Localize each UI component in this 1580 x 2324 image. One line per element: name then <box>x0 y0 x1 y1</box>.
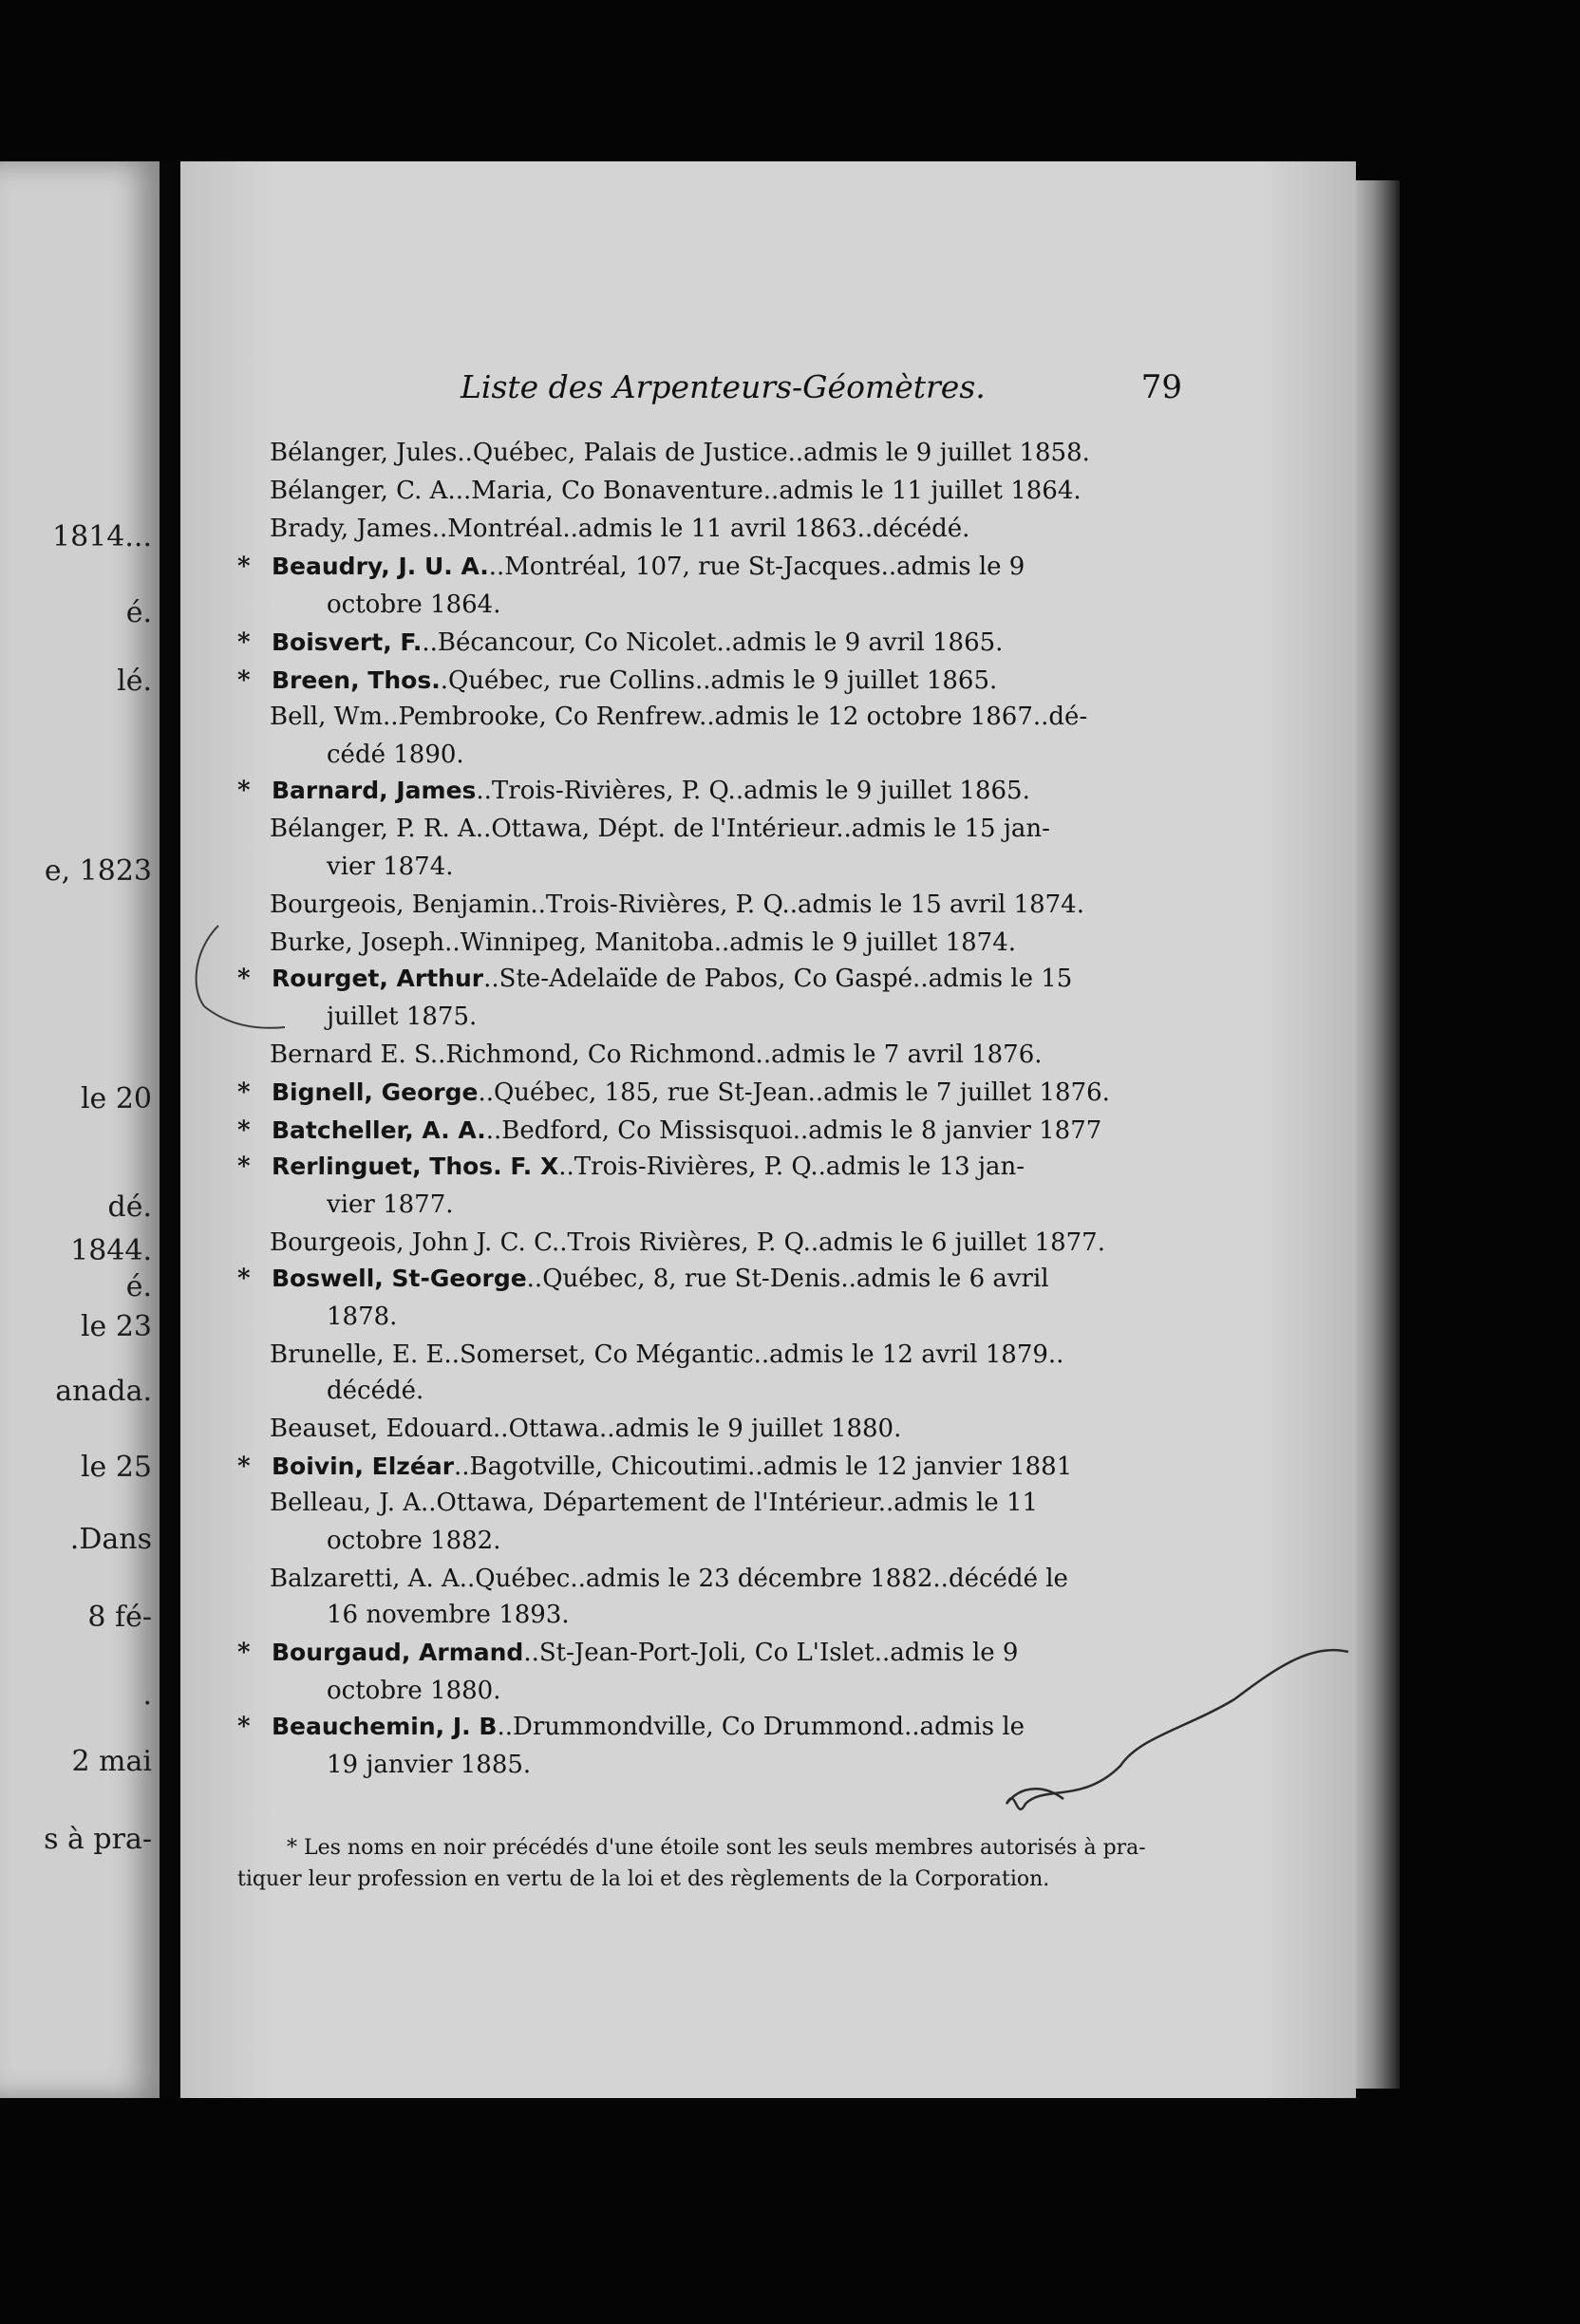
list-entry <box>270 890 1084 919</box>
entry-text: ..Trois-Rivières, P. Q..admis le 13 jan- <box>558 1153 1025 1181</box>
list-entry <box>237 1265 1049 1293</box>
entry-continuation: vier 1874. <box>327 853 454 881</box>
authorized-member-star: * <box>237 628 251 657</box>
entry-text: ..Montréal, 107, rue St-Jacques..admis le 9 <box>488 553 1025 581</box>
left-page-fragment: . <box>142 1678 152 1712</box>
left-page-fragment: 2 mai <box>71 1745 152 1778</box>
authorized-member-star: * <box>237 553 251 581</box>
list-entry <box>237 1116 1101 1145</box>
list-entry <box>237 965 1072 993</box>
list-entry <box>270 515 969 543</box>
list-entry <box>270 1040 1043 1069</box>
entry-text: Bernard E. S..Richmond, Co Richmond..admis le 7 avril 1876. <box>270 1040 1043 1069</box>
list-entry <box>270 1228 1105 1257</box>
entry-continuation: octobre 1880. <box>327 1677 501 1705</box>
entry-text: Bourgeois, John J. C. C..Trois Rivières, P. Q..admis le 6 juillet 1877. <box>270 1228 1105 1257</box>
entry-text: Bourgeois, Benjamin..Trois-Rivières, P. Q..admis le 15 avril 1874. <box>270 890 1084 919</box>
entry-text: Bélanger, Jules..Québec, Palais de Justice..admis le 9 juillet 1858. <box>270 439 1090 467</box>
surveyor-name: Bourgaud, Armand <box>272 1639 524 1666</box>
surveyor-name: Beaudry, J. U. A. <box>272 553 489 580</box>
left-page-fragment: 1844. <box>70 1234 152 1267</box>
book-gutter <box>160 161 180 2098</box>
entry-text: ..Trois-Rivières, P. Q..admis le 9 juillet 1865. <box>476 777 1030 805</box>
authorized-member-star: * <box>237 666 251 695</box>
left-page-fragment: .Dans <box>69 1523 152 1556</box>
list-entry <box>270 928 1016 957</box>
list-entry <box>270 477 1082 505</box>
authorized-member-star: * <box>237 965 251 993</box>
list-entry <box>237 1639 1018 1667</box>
footnote-line-1: * Les noms en noir précédés d'une étoile sont les seuls membres autorisés à pra- <box>287 1836 1146 1860</box>
entry-continuation: décédé. <box>327 1377 424 1405</box>
left-page-fragment: dé. <box>107 1190 152 1224</box>
list-entry <box>270 1340 1063 1369</box>
page-edge <box>1356 180 1400 2089</box>
left-page-fragment: e, 1823 <box>44 854 152 888</box>
entry-text: Bell, Wm..Pembrooke, Co Renfrew..admis le 12 octobre 1867..dé- <box>270 703 1088 731</box>
entry-text: Bélanger, C. A...Maria, Co Bonaventure..admis le 11 juillet 1864. <box>270 477 1082 505</box>
authorized-member-star: * <box>237 1639 251 1667</box>
list-entry <box>270 703 1087 731</box>
entry-text: ..Québec, 8, rue St-Denis..admis le 6 avril <box>526 1265 1049 1293</box>
footnote-line-2: tiquer leur profession en vertu de la loi et des règlements de la Corporation. <box>237 1867 1050 1891</box>
left-page-fragment: le 20 <box>80 1082 152 1115</box>
entry-text: Balzaretti, A. A..Québec..admis le 23 décembre 1882..décédé le <box>270 1565 1068 1593</box>
entry-text: Brady, James..Montréal..admis le 11 avril 1863..décédé. <box>270 515 970 543</box>
entry-text: ..Ste-Adelaïde de Pabos, Co Gaspé..admis le 15 <box>483 965 1073 993</box>
list-entry <box>270 815 1050 843</box>
entry-text: ..Québec, 185, rue St-Jean..admis le 7 juillet 1876. <box>478 1078 1110 1107</box>
entry-continuation: juillet 1875. <box>327 1003 478 1031</box>
entry-text: Brunelle, E. E..Somerset, Co Mégantic..admis le 12 avril 1879.. <box>270 1340 1064 1369</box>
entry-continuation: cédé 1890. <box>327 740 464 769</box>
left-page-fragment: le 23 <box>80 1310 152 1343</box>
surveyor-name: Rerlinguet, Thos. F. X <box>272 1153 559 1180</box>
surveyor-name: Barnard, James <box>272 777 477 804</box>
entry-text: ..Bedford, Co Missisquoi..admis le 8 janvier 1877 <box>485 1116 1102 1145</box>
list-entry <box>237 628 1003 657</box>
list-entry <box>237 1452 1072 1481</box>
left-page-fragment: le 25 <box>80 1451 152 1484</box>
entry-text: Burke, Joseph..Winnipeg, Manitoba..admis le 9 juillet 1874. <box>270 928 1017 957</box>
list-entry <box>237 1078 1110 1107</box>
left-page-fragment: s à pra- <box>44 1823 152 1856</box>
surveyor-name: Boisvert, F. <box>272 628 423 656</box>
list-entry <box>237 666 997 695</box>
authorized-member-star: * <box>237 1078 251 1107</box>
entry-continuation: 1878. <box>327 1303 398 1331</box>
entry-text: Bélanger, P. R. A..Ottawa, Dépt. de l'Intérieur..admis le 15 jan- <box>270 815 1050 843</box>
page-header <box>461 368 1182 410</box>
left-page-fragment: 8 fé- <box>87 1601 152 1634</box>
entry-text: ..Drummondville, Co Drummond..admis le <box>497 1713 1025 1741</box>
entry-text: ..Bagotville, Chicoutimi..admis le 12 janvier 1881 <box>454 1452 1073 1481</box>
left-page-fragment: 1814... <box>52 520 152 553</box>
authorized-member-star: * <box>237 1265 251 1293</box>
left-page-fragment: é. <box>125 1270 152 1303</box>
footnote <box>237 1832 1160 1895</box>
entry-continuation: vier 1877. <box>327 1190 454 1219</box>
entry-continuation: 16 novembre 1893. <box>327 1601 570 1629</box>
left-page-fragment: lé. <box>117 665 152 698</box>
entry-continuation: octobre 1864. <box>327 590 501 619</box>
left-page-fragment: é. <box>125 596 152 629</box>
entry-text: Belleau, J. A..Ottawa, Département de l'Intérieur..admis le 11 <box>270 1489 1039 1517</box>
list-entry <box>237 777 1030 805</box>
list-entry <box>237 553 1025 581</box>
entry-text: Beauset, Edouard..Ottawa..admis le 9 juillet 1880. <box>270 1415 902 1443</box>
list-entry <box>270 1415 901 1443</box>
authorized-member-star: * <box>237 1452 251 1481</box>
entry-text: ..Bécancour, Co Nicolet..admis le 9 avril 1865. <box>422 628 1004 657</box>
list-entry <box>270 1565 1068 1593</box>
list-entry <box>237 1713 1025 1741</box>
left-page-fragment: anada. <box>55 1375 152 1408</box>
entry-continuation: octobre 1882. <box>327 1527 501 1555</box>
authorized-member-star: * <box>237 777 251 805</box>
surveyor-name: Boswell, St-George <box>272 1265 527 1292</box>
surveyor-name: Boivin, Elzéar <box>272 1452 455 1480</box>
list-entry <box>270 439 1090 467</box>
list-entry <box>237 1153 1025 1181</box>
list-entry <box>270 1489 1038 1517</box>
surveyor-name: Rourget, Arthur <box>272 965 484 992</box>
authorized-member-star: * <box>237 1153 251 1181</box>
surveyor-name: Bignell, George <box>272 1078 479 1106</box>
surveyor-name: Beauchemin, J. B <box>272 1713 498 1740</box>
left-page <box>0 161 160 2098</box>
authorized-member-star: * <box>237 1713 251 1741</box>
authorized-member-star: * <box>237 1116 251 1145</box>
surveyor-name: Breen, Thos. <box>272 666 441 694</box>
running-title: Liste des Arpenteurs-Géomètres. <box>461 368 986 405</box>
entry-text: .Québec, rue Collins..admis le 9 juillet 1865. <box>440 666 998 695</box>
surveyor-name: Batcheller, A. A. <box>272 1116 486 1144</box>
entry-continuation: 19 janvier 1885. <box>327 1751 532 1779</box>
entry-text: ..St-Jean-Port-Joli, Co L'Islet..admis le 9 <box>523 1639 1019 1667</box>
page-number: 79 <box>1140 368 1182 406</box>
